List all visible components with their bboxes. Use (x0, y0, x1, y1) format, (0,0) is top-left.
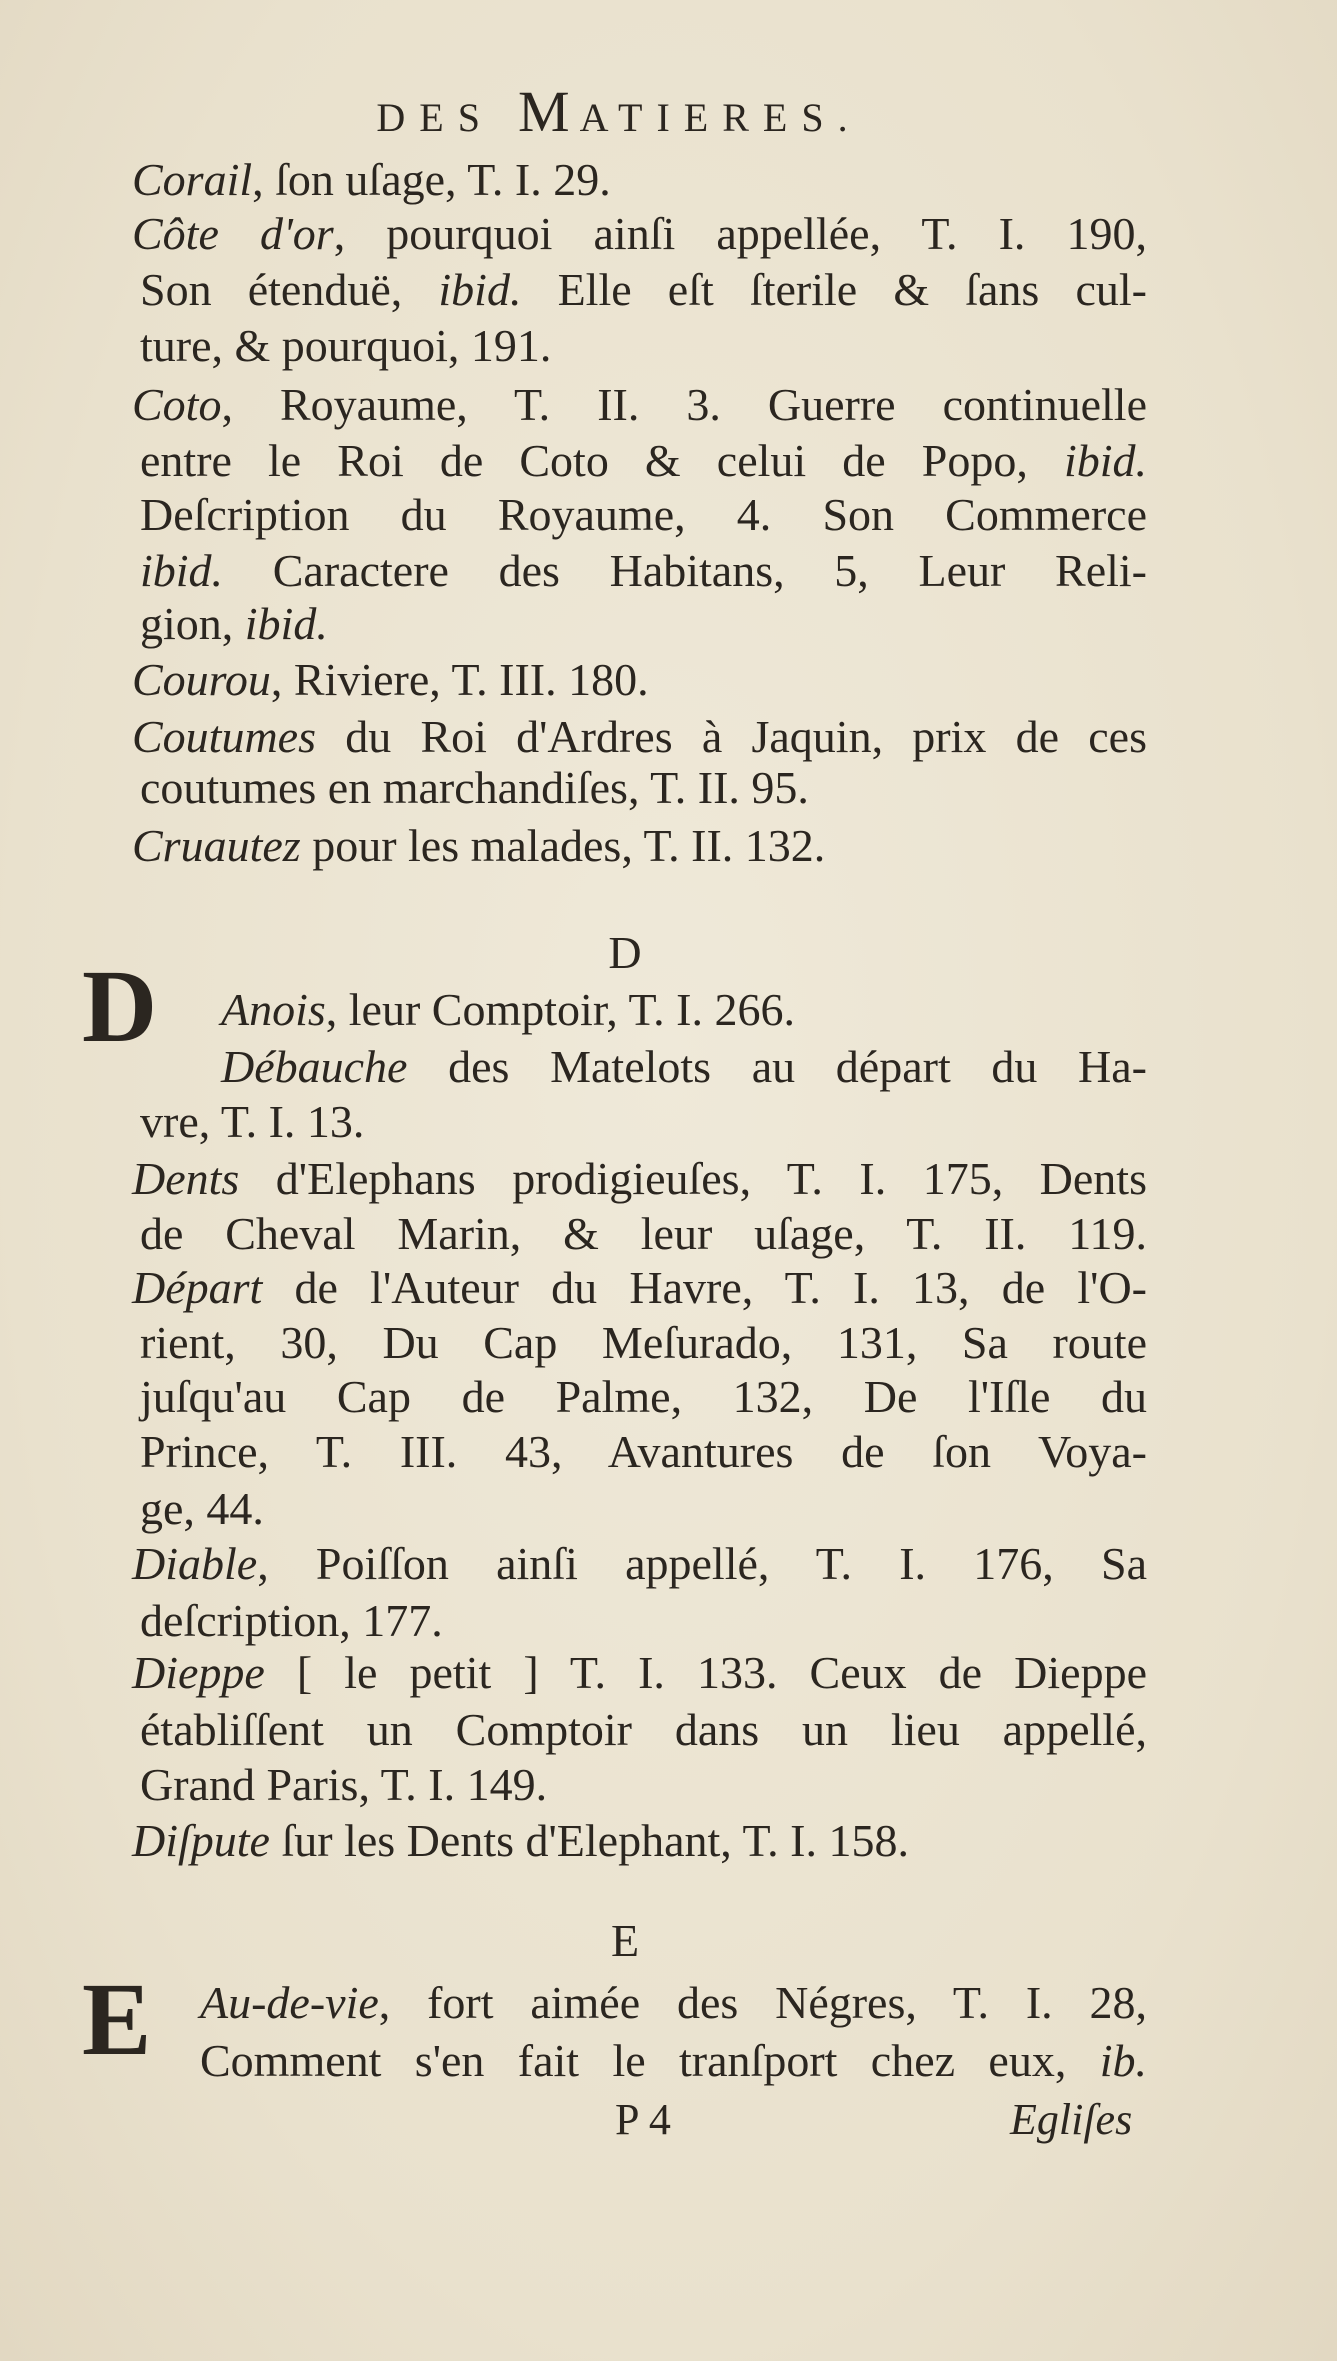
running-header (294, 78, 944, 145)
index-line (140, 1317, 1147, 1369)
entry-keyword: Cruautez (132, 820, 301, 871)
entry-keyword: Dents (132, 1153, 240, 1204)
index-line (200, 2035, 1147, 2087)
index-line (140, 1371, 1147, 1423)
entry-text: de l'Auteur du Havre, T. I. 13, de l'O- (262, 1262, 1147, 1313)
index-line (132, 1538, 1147, 1590)
entry-text: , Royaume, T. II. 3. Guerre continuelle (221, 379, 1147, 430)
index-line (140, 320, 551, 372)
entry-keyword: Départ (132, 1262, 263, 1313)
entry-text: entre le Roi de Coto & celui de Popo, (140, 435, 1064, 486)
entry-text: , fort aimée des Négres, T. I. 28, (378, 1977, 1147, 2028)
index-line (132, 1153, 1147, 1205)
entry-text: Grand Paris, T. I. 149. (140, 1759, 548, 1810)
index-line (221, 984, 795, 1036)
entry-text: pour les malades, T. II. 132. (300, 820, 826, 871)
index-line (132, 1262, 1147, 1314)
index-line (140, 1483, 264, 1535)
index-line (140, 489, 1147, 541)
entry-text: ge, 44. (140, 1483, 264, 1534)
header-big-letter: M (518, 79, 580, 144)
entry-text: vre, T. I. 13. (140, 1096, 365, 1147)
entry-keyword: ibid. (140, 545, 224, 596)
entry-text: Caractere des Habitans, 5, Leur Reli- (223, 545, 1147, 596)
index-line (140, 1704, 1147, 1756)
catchword: Egliſes (1010, 2095, 1133, 2144)
entry-text: , leur Comptoir, T. I. 266. (325, 984, 795, 1035)
index-line (132, 711, 1147, 763)
index-line (140, 1208, 1147, 1260)
index-line (132, 154, 611, 206)
entry-text: , pourquoi ainſi appellée, T. I. 190, (333, 208, 1147, 259)
index-line (140, 545, 1147, 597)
entry-text: établiſſent un Comptoir dans un lieu appellé, (140, 1704, 1147, 1755)
entry-text: , Poiſſon ainſi appellé, T. I. 176, Sa (257, 1538, 1147, 1589)
entry-text: du Roi d'Ardres à Jaquin, prix de ces (316, 711, 1147, 762)
entry-text: coutumes en marchandiſes, T. II. 95. (140, 762, 809, 813)
entry-text: Son étenduë, (140, 264, 439, 315)
entry-keyword: Coutumes (132, 711, 316, 762)
index-line (140, 435, 1147, 487)
index-line (132, 1647, 1147, 1699)
entry-text: , ſon uſage, T. I. 29. (252, 154, 611, 205)
signature-mark: P 4 (615, 2095, 671, 2144)
header-prefix: DES (376, 95, 518, 140)
index-line (140, 264, 1147, 316)
entry-keyword: Diable (132, 1538, 258, 1589)
entry-text: ture, & pourquoi, 191. (140, 320, 552, 371)
index-line (140, 598, 328, 650)
entry-text: Deſcription du Royaume, 4. Son Commerce (140, 489, 1147, 540)
entry-text: rient, 30, Du Cap Meſurado, 131, Sa route (140, 1317, 1147, 1368)
entry-keyword: Côte d'or (132, 208, 334, 259)
entry-text: [ le petit ] T. I. 133. Ceux de Dieppe (264, 1647, 1147, 1698)
entry-text: d'Elephans prodigieuſes, T. I. 175, Dents (239, 1153, 1147, 1204)
entry-keyword: Diſpute (132, 1815, 270, 1866)
entry-text: des Matelots au départ du Ha- (407, 1041, 1147, 1092)
index-line (140, 762, 809, 814)
entry-keyword: Anois (221, 984, 326, 1035)
section-letter-d: D (608, 927, 642, 978)
dropcap-e: E (82, 1962, 152, 2077)
dropcap-d: D (82, 949, 158, 1064)
entry-keyword: Au-de-vie (200, 1977, 379, 2028)
entry-keyword: Courou (132, 654, 271, 705)
entry-keyword: ibid. (244, 598, 328, 649)
section-letter-e: E (610, 1915, 640, 1966)
index-line (140, 1759, 547, 1811)
entry-text: ſur les Dents d'Elephant, T. I. 158. (269, 1815, 909, 1866)
index-line (140, 1096, 364, 1148)
index-line (132, 208, 1147, 260)
entry-keyword: ibid. (438, 264, 522, 315)
index-line (221, 1041, 1147, 1093)
index-line (132, 820, 825, 872)
index-line (140, 1595, 443, 1647)
entry-text: juſqu'au Cap de Palme, 132, De l'Iſle du (140, 1371, 1147, 1422)
entry-text: Prince, T. III. 43, Avantures de ſon Voya- (140, 1426, 1147, 1477)
entry-text: , Riviere, T. III. 180. (270, 654, 649, 705)
entry-text: Comment s'en fait le tranſport chez eux, (200, 2035, 1100, 2086)
entry-keyword: ib. (1099, 2035, 1147, 2086)
entry-keyword: Coto (132, 379, 222, 430)
entry-text: gion, (140, 598, 245, 649)
index-line (132, 654, 649, 706)
index-line (132, 379, 1147, 431)
entry-text: deſcription, 177. (140, 1595, 443, 1646)
index-line (132, 1815, 909, 1867)
entry-keyword: Corail (132, 154, 253, 205)
index-line (140, 1426, 1147, 1478)
entry-keyword: Dieppe (132, 1647, 265, 1698)
entry-keyword: ibid. (1063, 435, 1147, 486)
entry-keyword: Débauche (221, 1041, 408, 1092)
entry-text: de Cheval Marin, & leur uſage, T. II. 119. (140, 1208, 1147, 1259)
entry-text: Elle eſt ſterile & ſans cul- (521, 264, 1147, 315)
header-rest: ATIERES. (579, 95, 862, 140)
index-line (200, 1977, 1147, 2029)
